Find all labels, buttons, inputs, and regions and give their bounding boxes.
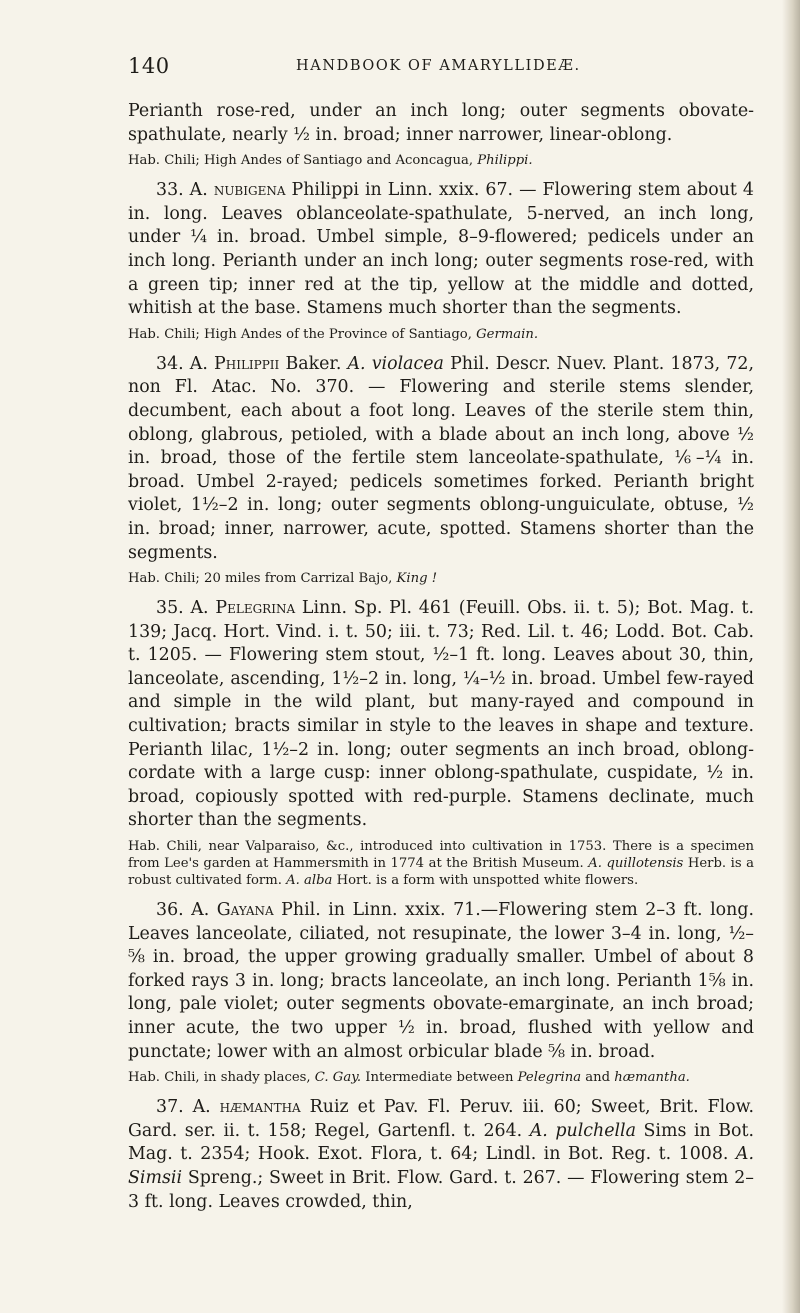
habitat-note: Hab. Chili; High Andes of the Province of Santiago, Germain. [128, 326, 539, 342]
page-header [128, 54, 748, 78]
species-name: nubigena [213, 180, 286, 201]
page-spine-shadow [782, 0, 800, 1313]
species-name: hæmantha [219, 1097, 301, 1118]
species-entry-34: 34. A. Philippii Baker. A. violacea Phil. Descr. Nuev. Plant. 1873, 72, non Fl. Atac. No. 370. — Flowering and sterile stems slender, decumbent, each about a foot long. Leaves of the sterile stem thin, oblong, glabrous, petioled, with a blade about an inch long, above ½ in. broad, those of the fertile stem lanceolate-spathulate, ⅙–¼ in. broad. Umbel 2-rayed; pedicels sometimes forked. Perianth bright violet, 1½–2 in. long; outer segments oblong-unguiculate, obtuse, ½ in. broad; inner, narrower, acute, spotted. Stamens shorter than the segments. [128, 353, 754, 563]
running-head: HANDBOOK OF AMARYLLIDEÆ. [296, 58, 581, 74]
page-number: 140 [128, 54, 170, 78]
habitat-note: Hab. Chili; 20 miles from Carrizal Bajo, King ! [128, 571, 438, 587]
species-name: Philippii [214, 353, 280, 374]
species-name: Pelegrina [215, 598, 296, 619]
page-body [128, 100, 754, 1220]
species-entry-36: 36. A. Gayana Phil. in Linn. xxix. 71.—Flowering stem 2–3 ft. long. Leaves lanceolate, ciliated, not resupinate, the lower 3–4 in. long, ½–⅝ in. broad, the upper growing gradually smaller. Umbel of about 8 forked rays 3 in. long; bracts lanceolate, an inch long. Perianth 1⅝ in. long, pale violet; outer segments obovate-emarginate, an inch broad; inner acute, the two upper ½ in. broad, flushed with yellow and punctate; lower with an almost orbicular blade ⅝ in. broad. [128, 900, 754, 1062]
continuation-paragraph: Perianth rose-red, under an inch long; outer segments obovate-spathulate, nearly ½ in. broad; inner narrower, linear-oblong. [128, 101, 754, 145]
species-name: Gayana [216, 900, 274, 921]
habitat-note: Hab. Chili; High Andes of Santiago and Aconcagua, Philippi. [128, 153, 533, 169]
species-entry-35: 35. A. Pelegrina Linn. Sp. Pl. 461 (Feuill. Obs. ii. t. 5); Bot. Mag. t. 139; Jacq. Hort. Vind. i. t. 50; iii. t. 73; Red. Lil. t. 46; Lodd. Bot. Cab. t. 1205. — Flowering stem stout, ½–1 ft. long. Leaves about 30, thin, lanceolate, ascending, 1½–2 in. long, ¼–½ in. broad. Umbel few-rayed and simple in the wild plant, but many-rayed and compound in cultivation; bracts similar in style to the leaves in shape and texture. Perianth lilac, 1½–2 in. long; outer segments an inch broad, oblong-cordate with a large cusp: inner oblong-spathulate, cuspidate, ½ in. broad, copiously spotted with red-purple. Stamens declinate, much shorter than the segments. [128, 598, 754, 831]
species-entry-37: 37. A. hæmantha Ruiz et Pav. Fl. Peruv. iii. 60; Sweet, Brit. Flow. Gard. ser. ii. t. 158; Regel, Gartenfl. t. 264. A. pulchella Sims in Bot. Mag. t. 2354; Hook. Exot. Flora, t. 64; Lindl. in Bot. Reg. t. 1008. A. Simsii Spreng.; Sweet in Brit. Flow. Gard. t. 267. — Flowering stem 2–3 ft. long. Leaves crowded, thin, [128, 1097, 755, 1212]
species-entry-33: 33. A. nubigena Philippi in Linn. xxix. 67. — Flowering stem about 4 in. long. Leaves oblanceolate-spathulate, 5-nerved, an inch long, under ¼ in. broad. Umbel simple, 8–9-flowered; pedicels under an inch long. Perianth under an inch long; outer segments rose-red, with a green tip; inner red at the tip, yellow at the middle and dotted, whitish at the base. Stamens much shorter than the segments. [128, 180, 754, 319]
habitat-note: Hab. Chili, in shady places, C. Gay. Intermediate between Pelegrina and hæmantha. [128, 1070, 690, 1086]
habitat-note: Hab. Chili, near Valparaiso, &c., introduced into cultivation in 1753. There is a specimen from Lee's garden at Hammersmith in 1774 at the British Museum. A. quillotensis Herb. is a robust cultivated form. A. alba Hort. is a form with unspotted white flowers. [128, 839, 754, 889]
